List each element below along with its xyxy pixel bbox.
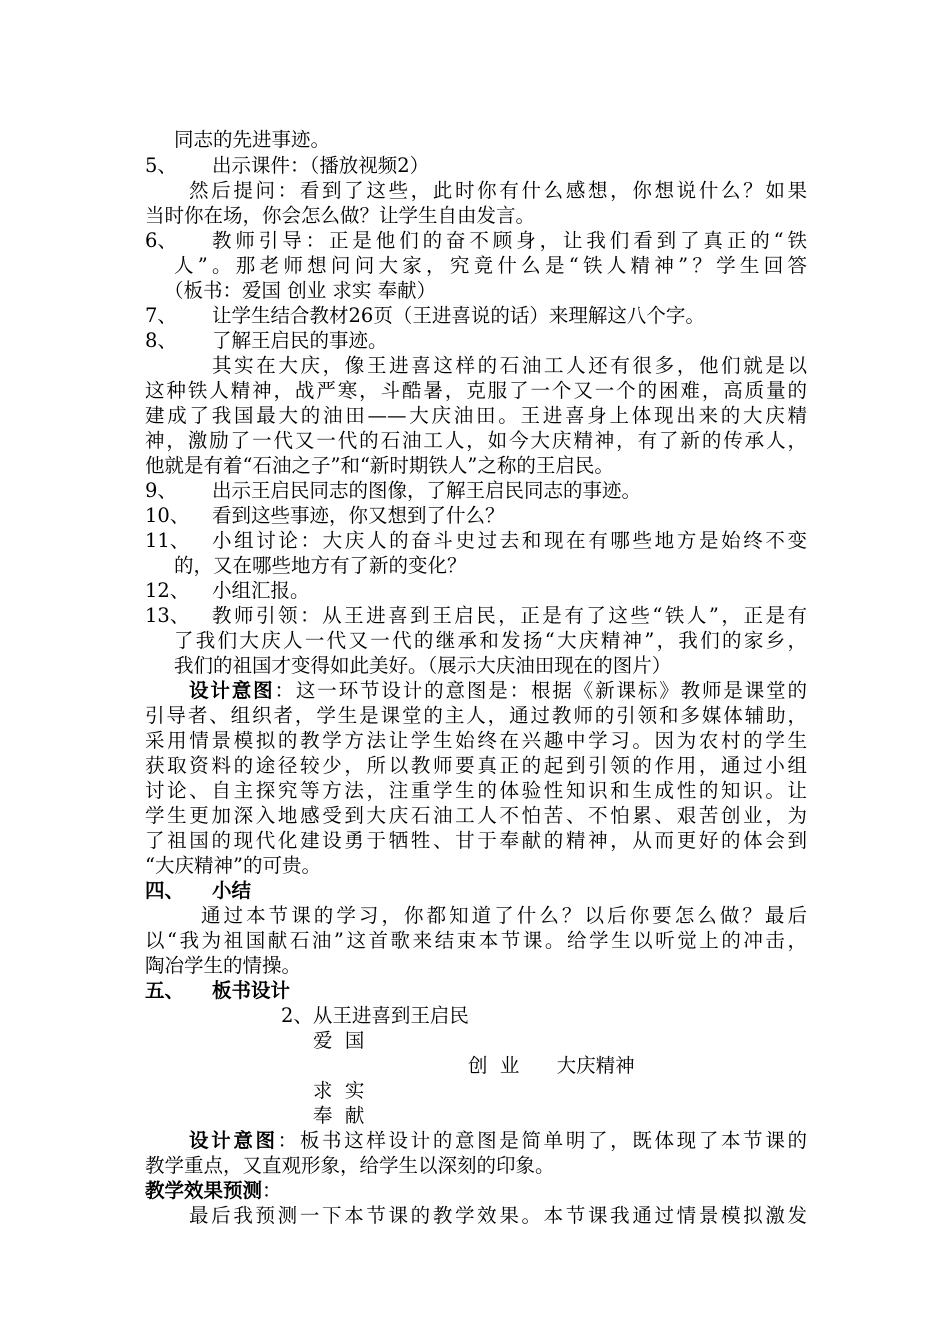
- design-intent-label: 设计意图: [189, 1129, 278, 1152]
- text-line: 他就是有着“石油之子”和“新时期铁人”之称的王启民。: [145, 454, 614, 477]
- text-line: 了我们大庆人一代又一代的继承和发扬“大庆精神”，我们的家乡，: [174, 629, 807, 652]
- text-line: 然后提问：看到了这些，此时你有什么感想，你想说什么？如果: [189, 179, 807, 202]
- text-line: 我们的祖国才变得如此美好。（展示大庆油田现在的图片）: [174, 654, 672, 677]
- list-item-text: 小组讨论：大庆人的奋斗史过去和现在有哪些地方是始终不变: [212, 529, 807, 552]
- text-line: 的，又在哪些地方有了新的变化？: [174, 554, 467, 577]
- board-item: 爱 国: [313, 1029, 365, 1052]
- board-item: 求 实: [313, 1079, 365, 1102]
- list-number: 13、: [145, 604, 190, 627]
- prediction-heading: 教学效果预测: [145, 1179, 263, 1202]
- list-number: 8、: [145, 329, 177, 352]
- text-line: 神，激励了一代又一代的石油工人，如今大庆精神，有了新的传承人，: [145, 429, 807, 452]
- section-number: 五、: [145, 979, 185, 1002]
- text-line: 讨论、自主探究等方法，注重学生的体验性知识和生成性的知识。让: [145, 779, 807, 802]
- section-heading: 板书设计: [212, 979, 291, 1002]
- list-number: 9、: [145, 479, 177, 502]
- text-line: 同志的先进事迹。: [174, 128, 331, 151]
- board-item: 创 业 大庆精神: [468, 1054, 635, 1077]
- list-item-text: 教师引领：从王进喜到王启民，正是有了这些“铁人”，正是有: [212, 604, 807, 627]
- text-line: 通过本节课的学习，你都知道了什么？以后你要怎么做？最后: [201, 904, 807, 927]
- text-span: ：: [262, 1179, 282, 1202]
- text-span: ：这一环节设计的意图是：根据《新课标》教师是课堂的: [274, 679, 807, 702]
- text-line: 其实在大庆，像王进喜这样的石油工人还有很多，他们就是以: [212, 354, 807, 377]
- list-number: 7、: [145, 304, 177, 327]
- text-line: 陶冶学生的情操。: [145, 954, 302, 977]
- design-intent-line: [189, 1128, 807, 1154]
- list-number: 5、: [145, 154, 177, 177]
- list-item-text: 看到这些事迹，你又想到了什么？: [212, 504, 505, 527]
- prediction-heading-line: [145, 1178, 282, 1204]
- list-item-text: 出示课件：（播放视频2）: [212, 154, 430, 177]
- list-number: 11、: [145, 529, 190, 552]
- list-number: 10、: [145, 504, 190, 527]
- text-line: 以“我为祖国献石油”这首歌来结束本节课。给学生以听觉上的冲击，: [145, 929, 807, 952]
- text-line: 学生更加深入地感受到大庆石油工人不怕苦、不怕累、艰苦创业，为: [145, 804, 807, 827]
- text-line: 采用情景模拟的教学方法让学生始终在兴趣中学习。因为农村的学生: [145, 729, 807, 752]
- text-line: 建成了我国最大的油田——大庆油田。王进喜身上体现出来的大庆精: [145, 404, 807, 427]
- design-intent-label: 设计意图: [189, 679, 275, 702]
- board-title: 2、从王进喜到王启民: [281, 1004, 469, 1027]
- list-item-text: 让学生结合教材26页（王进喜说的话）来理解这八个字。: [212, 304, 705, 327]
- section-heading: 小结: [212, 879, 252, 902]
- text-line: （板书：爱国 创业 求实 奉献）: [164, 279, 437, 302]
- list-item-text: 了解王启民的事迹。: [212, 329, 388, 352]
- text-line: 教学重点，又直观形象，给学生以深刻的印象。: [145, 1154, 555, 1177]
- board-item: 奉 献: [313, 1104, 365, 1127]
- text-line: “大庆精神”的可贵。: [145, 854, 321, 877]
- text-line: 获取资料的途径较少，所以教师要真正的起到引领的作用，通过小组: [145, 754, 807, 777]
- list-number: 12、: [145, 579, 190, 602]
- text-line: 人”。那老师想问问大家，究竟什么是“铁人精神”？学生回答: [174, 254, 807, 277]
- list-number: 6、: [145, 229, 177, 252]
- text-line: 引导者、组织者，学生是课堂的主人，通过教师的引领和多媒体辅助，: [145, 704, 807, 727]
- section-number: 四、: [145, 879, 185, 902]
- design-intent-line: [189, 678, 807, 704]
- text-line: 了祖国的现代化建设勇于牺牲、甘于奉献的精神，从而更好的体会到: [145, 829, 807, 852]
- list-item-text: 出示王启民同志的图像，了解王启民同志的事迹。: [212, 479, 642, 502]
- text-line: 这种铁人精神，战严寒，斗酷暑，克服了一个又一个的困难，高质量的: [145, 379, 807, 402]
- text-line: 最后我预测一下本节课的教学效果。本节课我通过情景模拟激发: [189, 1204, 807, 1227]
- list-item-text: 小组汇报。: [212, 579, 310, 602]
- list-item-text: 教师引导：正是他们的奋不顾身，让我们看到了真正的“铁: [212, 229, 807, 252]
- text-span: ：板书这样设计的意图是简单明了，既体现了本节课的: [277, 1129, 807, 1152]
- text-line: 当时你在场，你会怎么做？让学生自由发言。: [145, 204, 536, 227]
